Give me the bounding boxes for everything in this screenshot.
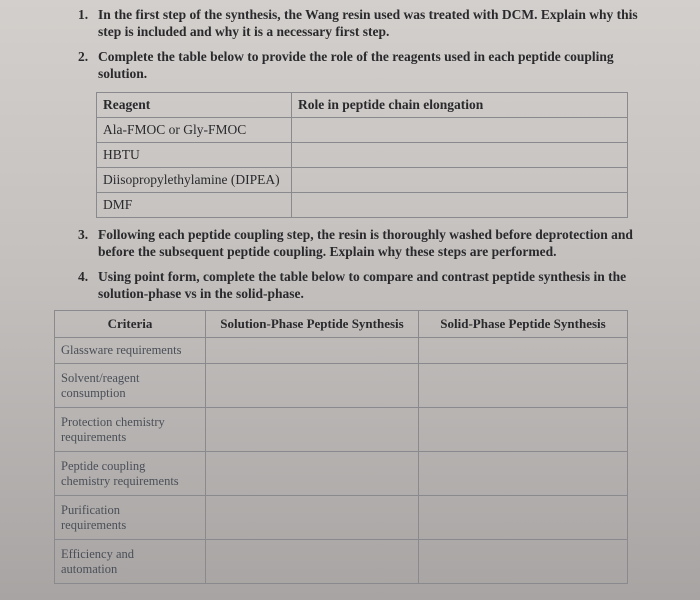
criteria-cell	[55, 496, 206, 540]
question-1-line-2: step is included and why it is a necessary first step.	[98, 24, 390, 39]
criteria-text: Purification	[61, 502, 121, 517]
reagent-cell: DMF	[97, 193, 292, 218]
question-3	[78, 226, 678, 260]
reagent-cell: HBTU	[97, 143, 292, 168]
question-2-line-1: Complete the table below to provide the role of the reagents used in each peptide coupling	[98, 49, 614, 64]
question-1	[78, 6, 678, 40]
question-2-number: 2.	[78, 49, 89, 64]
reagent-header: Reagent	[97, 93, 292, 118]
criteria-cell	[55, 338, 206, 364]
solid-phase-answer-cell[interactable]	[419, 540, 628, 584]
table-row	[55, 408, 628, 452]
question-4	[78, 268, 678, 302]
solid-phase-answer-cell[interactable]	[419, 338, 628, 364]
question-2-line-2: solution.	[98, 66, 148, 81]
criteria-cell	[55, 408, 206, 452]
question-3-number: 3.	[78, 227, 89, 242]
question-4-number: 4.	[78, 269, 89, 284]
criteria-text: Solvent/reagent	[61, 370, 140, 385]
solution-phase-answer-cell[interactable]	[206, 364, 419, 408]
solid-phase-header: Solid-Phase Peptide Synthesis	[419, 311, 628, 338]
criteria-text: automation	[61, 561, 118, 576]
role-answer-cell[interactable]	[292, 193, 628, 218]
criteria-text: chemistry requirements	[61, 473, 179, 488]
criteria-text: Efficiency and	[61, 546, 134, 561]
criteria-text: Peptide coupling	[61, 458, 146, 473]
question-3-line-1: Following each peptide coupling step, the resin is thoroughly washed before deprotection and	[98, 227, 633, 242]
question-3-line-2: before the subsequent peptide coupling. Explain why these steps are performed.	[98, 244, 557, 259]
role-answer-cell[interactable]	[292, 168, 628, 193]
criteria-cell	[55, 540, 206, 584]
role-header: Role in peptide chain elongation	[292, 93, 628, 118]
table-row	[97, 143, 628, 168]
solution-phase-answer-cell[interactable]	[206, 496, 419, 540]
comparison-table-header-row	[55, 311, 628, 338]
reagent-cell: Ala-FMOC or Gly-FMOC	[97, 118, 292, 143]
question-1-number: 1.	[78, 7, 89, 22]
criteria-cell	[55, 364, 206, 408]
criteria-text: requirements	[61, 517, 127, 532]
table-row	[97, 118, 628, 143]
role-answer-cell[interactable]	[292, 118, 628, 143]
solid-phase-answer-cell[interactable]	[419, 408, 628, 452]
question-4-line-2: solution-phase vs in the solid-phase.	[98, 286, 304, 301]
solid-phase-answer-cell[interactable]	[419, 496, 628, 540]
solution-phase-answer-cell[interactable]	[206, 540, 419, 584]
criteria-cell	[55, 452, 206, 496]
role-answer-cell[interactable]	[292, 143, 628, 168]
solution-phase-answer-cell[interactable]	[206, 338, 419, 364]
question-2	[78, 48, 678, 82]
criteria-text: Glassware requirements	[61, 343, 182, 357]
table-row	[55, 364, 628, 408]
criteria-text: Protection chemistry	[61, 414, 165, 429]
solid-phase-answer-cell[interactable]	[419, 364, 628, 408]
table-row	[55, 540, 628, 584]
table-row	[55, 338, 628, 364]
criteria-text: consumption	[61, 385, 126, 400]
reagent-cell: Diisopropylethylamine (DIPEA)	[97, 168, 292, 193]
reagent-table	[96, 92, 628, 218]
solution-phase-answer-cell[interactable]	[206, 408, 419, 452]
reagent-table-header-row	[97, 93, 628, 118]
table-row	[55, 496, 628, 540]
criteria-header: Criteria	[55, 311, 206, 338]
table-row	[55, 452, 628, 496]
solution-phase-answer-cell[interactable]	[206, 452, 419, 496]
criteria-text: requirements	[61, 429, 127, 444]
solid-phase-answer-cell[interactable]	[419, 452, 628, 496]
question-4-line-1: Using point form, complete the table below to compare and contrast peptide synthesis in the	[98, 269, 627, 284]
question-1-line-1: In the first step of the synthesis, the Wang resin used was treated with DCM. Explain why this	[98, 7, 638, 22]
table-row	[97, 193, 628, 218]
solution-phase-header: Solution-Phase Peptide Synthesis	[206, 311, 419, 338]
table-row	[97, 168, 628, 193]
comparison-table	[54, 310, 628, 584]
